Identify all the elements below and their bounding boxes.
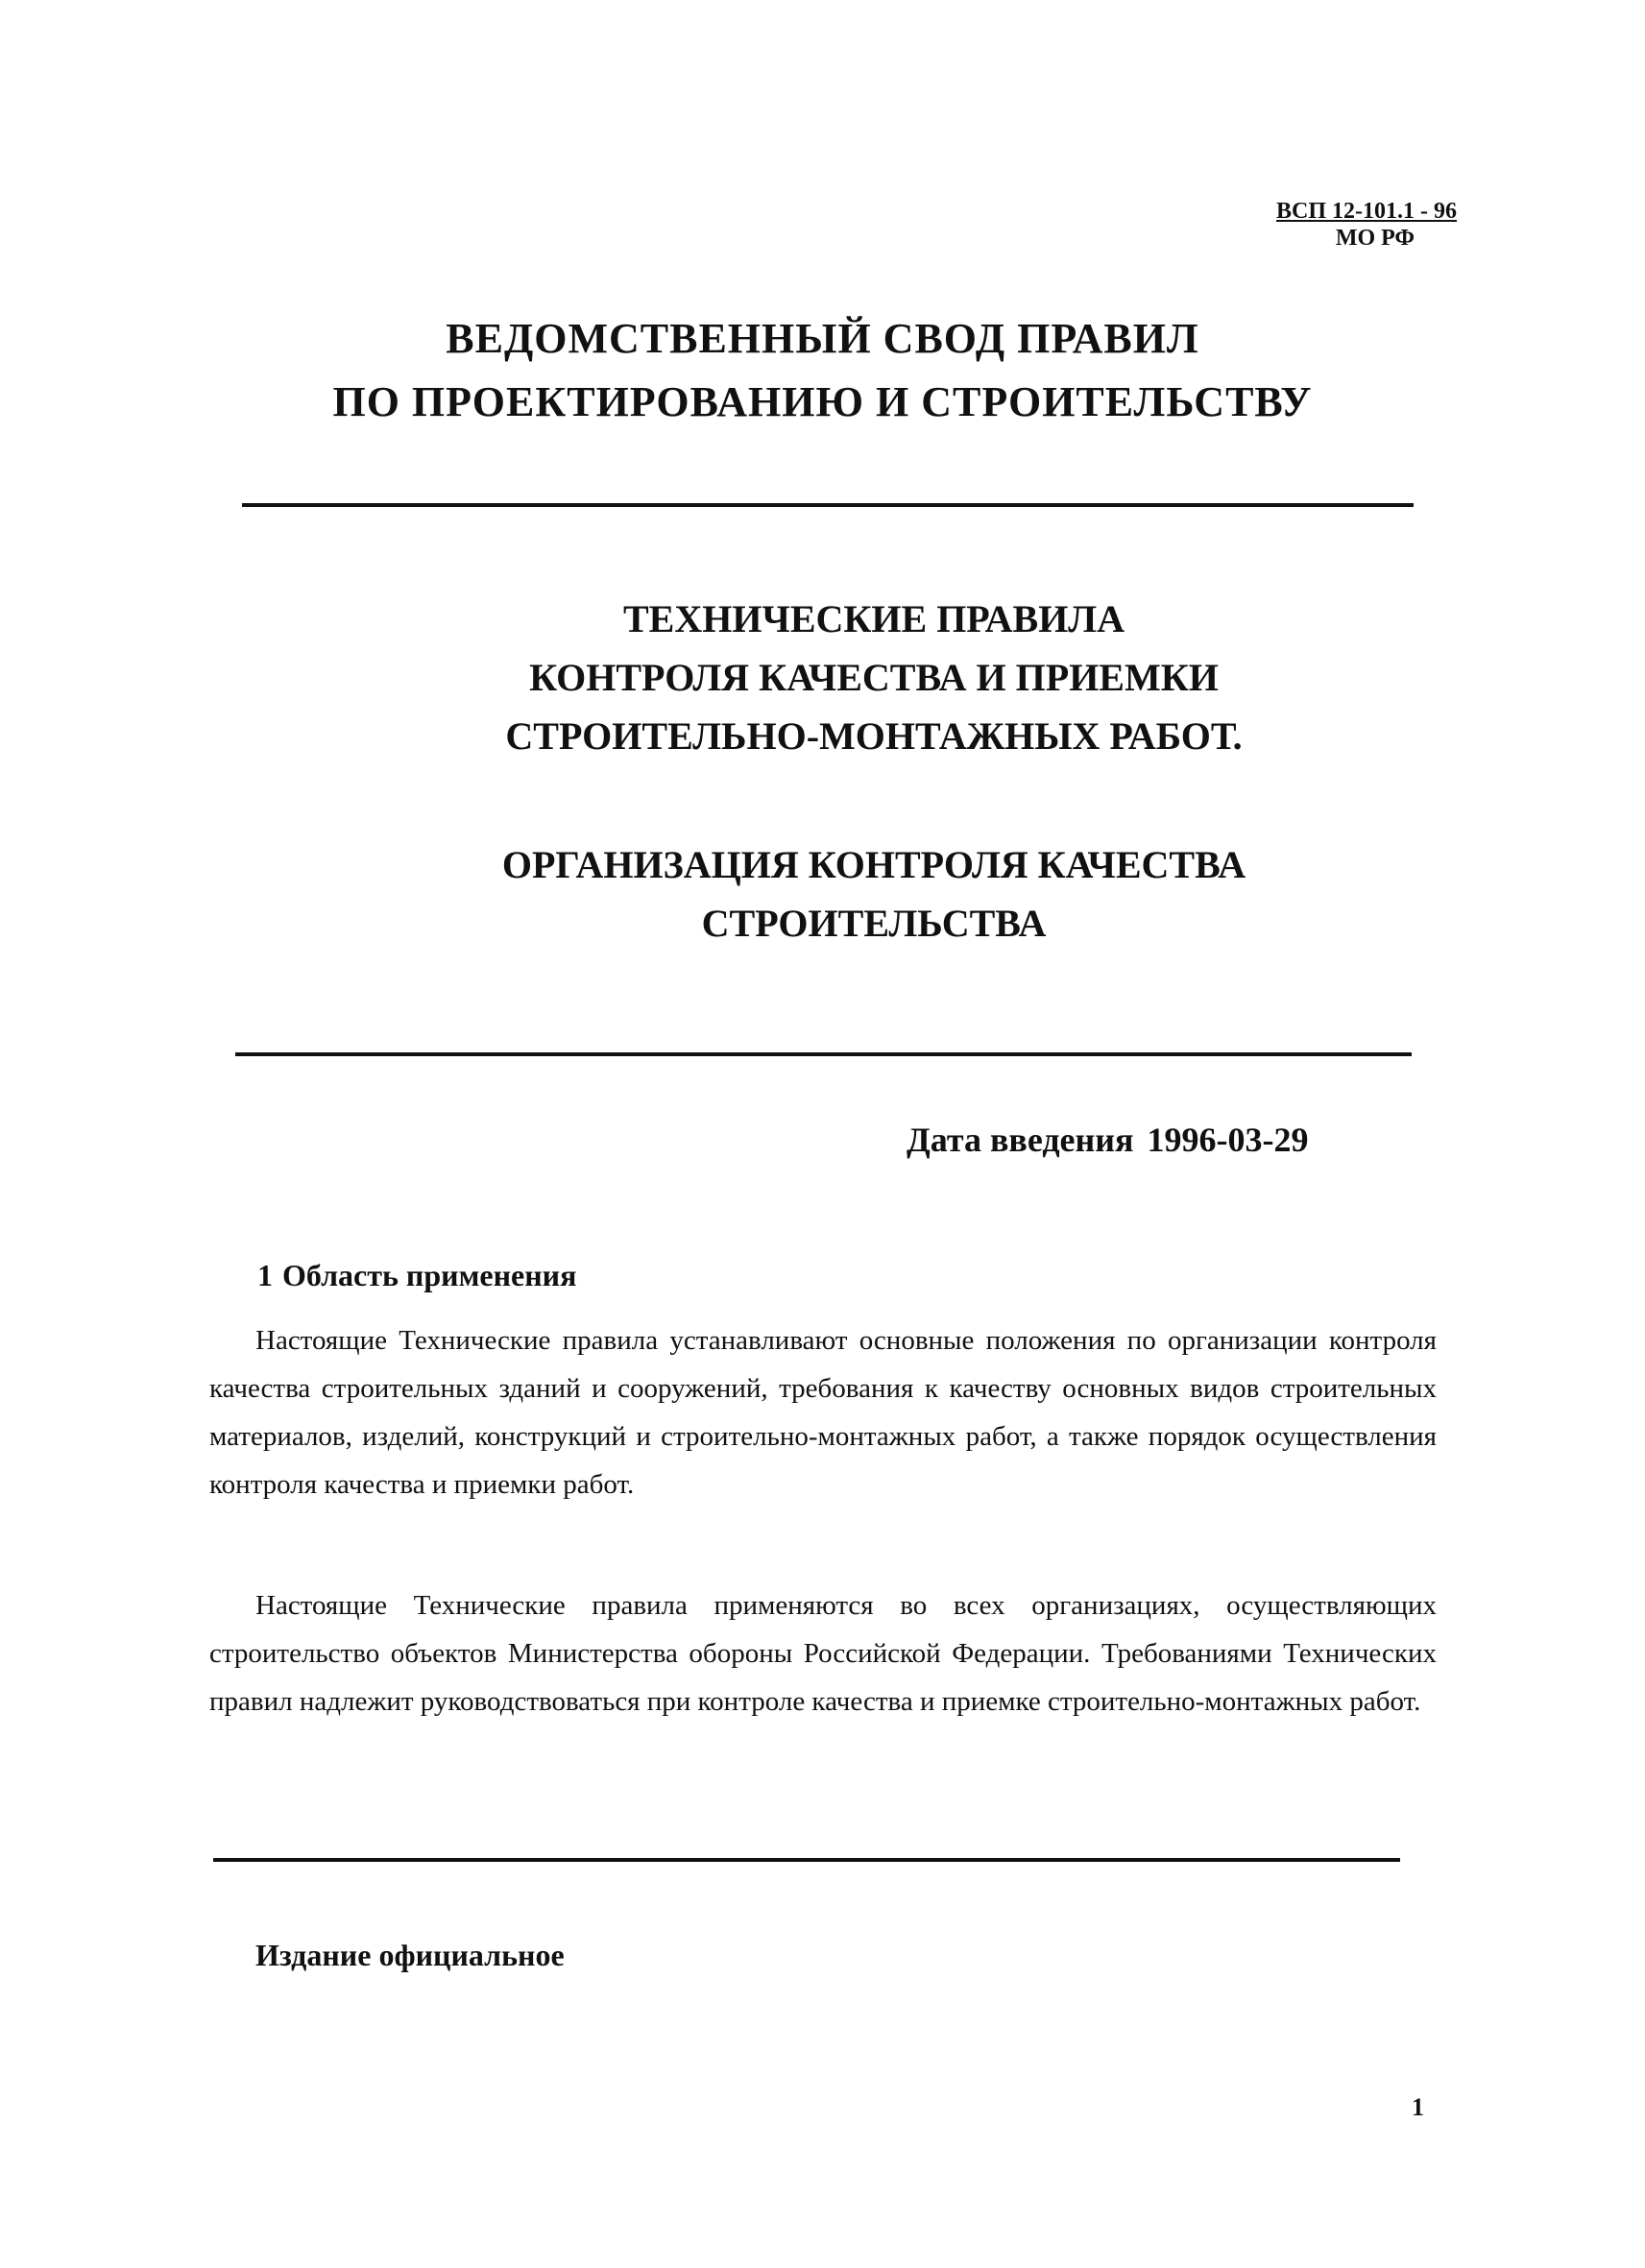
subtitle-line-3: СТРОИТЕЛЬНО-МОНТАЖНЫХ РАБОТ. — [505, 714, 1243, 758]
divider-top — [242, 503, 1414, 507]
main-title — [0, 307, 1645, 434]
part-title-line-1: ОРГАНИЗАЦИЯ КОНТРОЛЯ КАЧЕСТВА — [501, 843, 1246, 886]
subtitle-line-1: ТЕХНИЧЕСКИЕ ПРАВИЛА — [623, 597, 1125, 640]
section-paragraph-2: Настоящие Технические правила применяются во всех организациях, осуществляющих строительство объектов Министерства обороны Российской Федерации. Требованиями Технических правил надлежит руководствоваться при контроле качества и приемке строительно-монтажных работ. — [209, 1590, 1437, 1717]
section-heading — [257, 1258, 576, 1293]
section-title: Область применения — [282, 1258, 577, 1292]
divider-bottom — [213, 1858, 1400, 1862]
page-number: 1 — [1412, 2093, 1424, 2121]
introduction-date-label: Дата введения — [907, 1121, 1134, 1159]
main-title-line-2: ПО ПРОЕКТИРОВАНИЮ И СТРОИТЕЛЬСТВУ — [332, 378, 1313, 425]
document-subtitle — [134, 590, 1613, 765]
document-code-block — [1276, 198, 1457, 252]
part-title-line-2: СТРОИТЕЛЬСТВА — [701, 902, 1047, 945]
subtitle-line-2: КОНТРОЛЯ КАЧЕСТВА И ПРИЕМКИ — [529, 656, 1219, 699]
edition-note: Издание официальное — [255, 1938, 565, 1972]
document-organization: МО РФ — [1335, 226, 1415, 251]
document-code: ВСП 12-101.1 - 96 — [1276, 199, 1457, 224]
main-title-line-1: ВЕДОМСТВЕННЫЙ СВОД ПРАВИЛ — [446, 315, 1199, 362]
introduction-date — [907, 1120, 1308, 1160]
introduction-date-value: 1996-03-29 — [1147, 1121, 1309, 1159]
section-paragraph-1: Настоящие Технические правила устанавливают основные положения по организации контроля качества строительных зданий и сооружений, требования к качеству основных видов строительных материалов, изделий, конструкций и строительно-монтажных работ, а также порядок осуществления контроля качества и приемки работ. — [209, 1325, 1437, 1500]
divider-middle — [235, 1052, 1412, 1056]
part-title — [134, 835, 1613, 953]
section-number: 1 — [257, 1258, 273, 1292]
